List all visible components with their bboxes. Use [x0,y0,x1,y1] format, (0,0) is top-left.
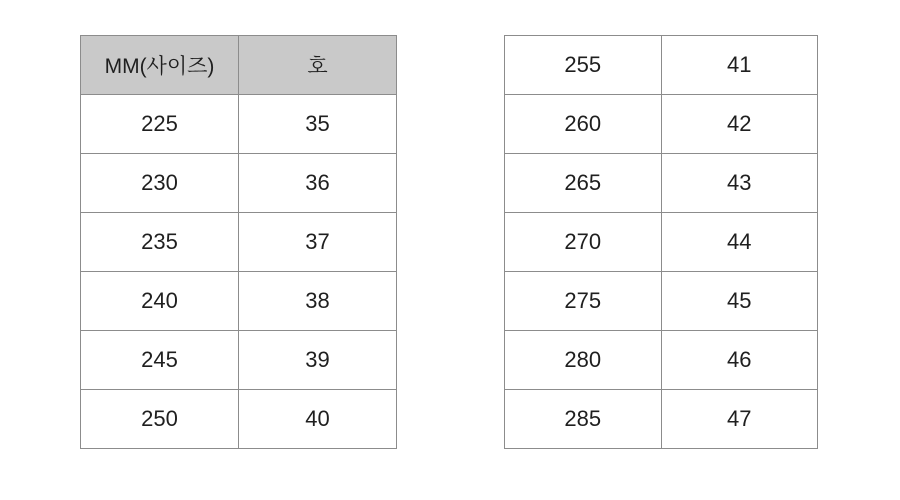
cell-ho: 40 [239,390,397,449]
cell-mm: 230 [81,154,239,213]
cell-mm: 245 [81,331,239,390]
table-header-row [81,36,397,95]
cell-ho: 36 [239,154,397,213]
table-row [505,390,818,449]
cell-ho: 41 [661,36,818,95]
table-row [81,272,397,331]
cell-ho: 47 [661,390,818,449]
cell-ho: 37 [239,213,397,272]
cell-mm: 235 [81,213,239,272]
cell-ho: 39 [239,331,397,390]
cell-mm: 240 [81,272,239,331]
size-chart-table-right [504,35,818,449]
cell-ho: 45 [661,272,818,331]
cell-mm: 275 [505,272,662,331]
table-row [505,36,818,95]
cell-mm: 285 [505,390,662,449]
cell-mm: 250 [81,390,239,449]
table-row [505,213,818,272]
table-row [505,154,818,213]
header-cell-ho: 호 [239,36,397,95]
table-row [81,390,397,449]
cell-ho: 46 [661,331,818,390]
cell-mm: 265 [505,154,662,213]
cell-ho: 35 [239,95,397,154]
size-chart-table-left [80,35,397,449]
table-row [505,331,818,390]
cell-ho: 44 [661,213,818,272]
cell-ho: 43 [661,154,818,213]
cell-mm: 280 [505,331,662,390]
table-row [81,154,397,213]
cell-mm: 260 [505,95,662,154]
cell-mm: 270 [505,213,662,272]
cell-ho: 42 [661,95,818,154]
header-cell-mm-size: MM(사이즈) [81,36,239,95]
table-row [505,95,818,154]
cell-ho: 38 [239,272,397,331]
table-row [81,95,397,154]
cell-mm: 255 [505,36,662,95]
cell-mm: 225 [81,95,239,154]
table-row [81,331,397,390]
table-row [505,272,818,331]
table-row [81,213,397,272]
